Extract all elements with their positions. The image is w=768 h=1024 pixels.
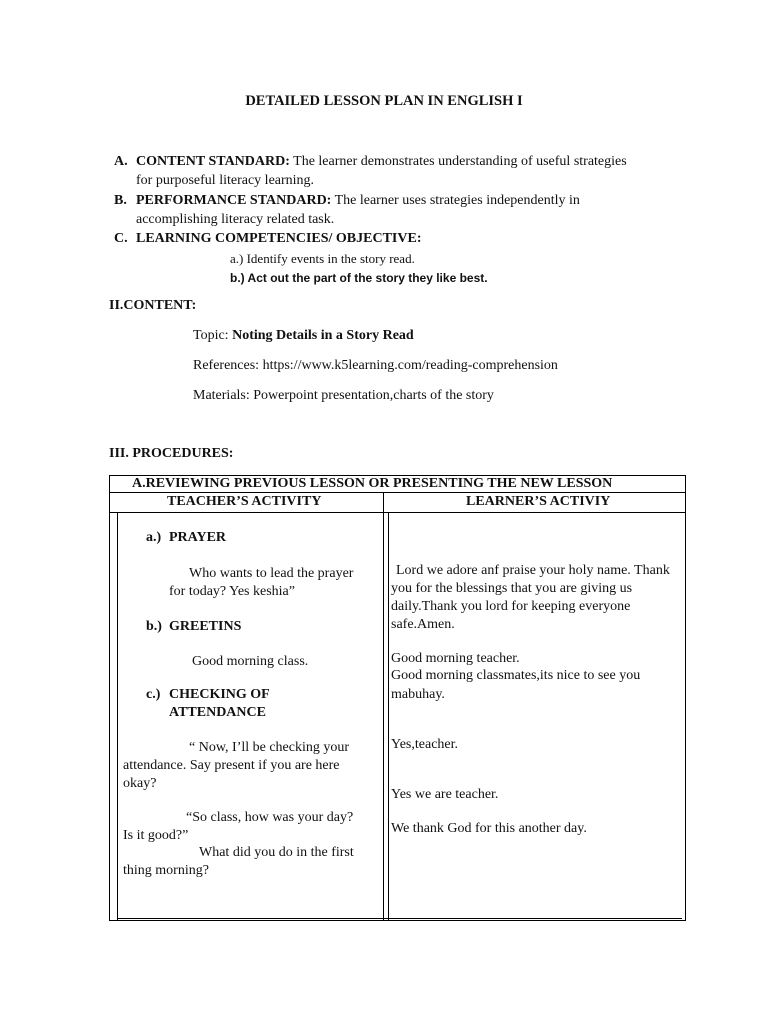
section-b-line1	[136, 193, 580, 209]
content-standard-text: The learner demonstrates understanding of useful strategies	[293, 154, 627, 169]
learner-prayer-3: daily.Thank you lord for keeping everyone	[391, 599, 631, 614]
attendance-heading-1: CHECKING OF	[169, 687, 270, 702]
materials-line: Materials: Powerpoint presentation,charts of the story	[193, 388, 494, 403]
learner-activity-header: LEARNER’S ACTIVIY	[466, 494, 611, 509]
first-question-1: What did you do in the first	[199, 845, 354, 860]
attendance-text-2: attendance. Say present if you are here	[123, 758, 340, 773]
prayer-text-1: Who wants to lead the prayer	[189, 566, 354, 581]
learner-greeting-2: Good morning classmates,its nice to see you	[391, 668, 641, 683]
learner-prayer-2: you for the blessings that you are giving us	[391, 581, 633, 596]
content-standard-text-cont: for purposeful literacy learning.	[136, 173, 315, 188]
references-line: References: https://www.k5learning.com/reading-comprehension	[193, 358, 558, 373]
content-heading: II.CONTENT:	[109, 298, 197, 313]
table-inner-left-line	[117, 512, 118, 920]
prayer-label: a.)	[146, 530, 162, 545]
learner-yes-1: Yes,teacher.	[391, 737, 459, 752]
performance-standard-text: The learner uses strategies independently in	[334, 193, 580, 208]
attendance-text-1: “ Now, I’ll be checking your	[189, 740, 350, 755]
table-column-divider	[383, 492, 384, 920]
topic-line	[193, 328, 414, 344]
page-title: DETAILED LESSON PLAN IN ENGLISH I	[245, 93, 523, 109]
performance-standard-heading: PERFORMANCE STANDARD:	[136, 193, 332, 208]
learner-thank: We thank God for this another day.	[391, 821, 587, 836]
topic-value: Noting Details in a Story Read	[232, 328, 414, 343]
greetings-text: Good morning class.	[192, 654, 309, 669]
performance-standard-text-cont: accomplishing literacy related task.	[136, 212, 335, 227]
table-title: A.REVIEWING PREVIOUS LESSON OR PRESENTING THE NEW LESSON	[132, 476, 613, 491]
day-question-2: Is it good?”	[123, 828, 189, 843]
prayer-text-2: for today? Yes keshia”	[169, 584, 295, 599]
learner-greeting-3: mabuhay.	[391, 687, 445, 702]
teacher-activity-header: TEACHER’S ACTIVITY	[167, 494, 322, 509]
first-question-2: thing morning?	[123, 863, 209, 878]
section-b-letter: B.	[114, 193, 127, 208]
learner-prayer-4: safe.Amen.	[391, 617, 455, 632]
attendance-text-3: okay?	[123, 776, 157, 791]
day-question-1: “So class, how was your day?	[186, 810, 354, 825]
procedures-heading: III. PROCEDURES:	[109, 446, 234, 461]
section-c-letter: C.	[114, 231, 128, 246]
table-inner-mid-line	[388, 512, 389, 920]
attendance-heading-2: ATTENDANCE	[169, 705, 266, 720]
competencies-heading: LEARNING COMPETENCIES/ OBJECTIVE:	[136, 231, 422, 246]
attendance-label: c.)	[146, 687, 161, 702]
table-title-divider	[109, 492, 686, 493]
section-a-letter: A.	[114, 154, 128, 169]
prayer-heading: PRAYER	[169, 530, 227, 545]
greetings-label: b.)	[146, 619, 162, 634]
table-inner-bottom-line	[117, 918, 682, 919]
topic-label: Topic:	[193, 328, 229, 343]
learner-yes-2: Yes we are teacher.	[391, 787, 499, 802]
content-standard-heading: CONTENT STANDARD:	[136, 154, 290, 169]
learner-prayer-1: Lord we adore anf praise your holy name. Thank	[396, 563, 670, 578]
learner-greeting-1: Good morning teacher.	[391, 651, 520, 666]
section-a-line1	[136, 154, 627, 170]
objective-1: a.) Identify events in the story read.	[230, 251, 415, 266]
greetings-heading: GREETINS	[169, 619, 242, 634]
table-header-divider	[109, 512, 686, 513]
objective-2: b.) Act out the part of the story they like best.	[230, 271, 488, 285]
